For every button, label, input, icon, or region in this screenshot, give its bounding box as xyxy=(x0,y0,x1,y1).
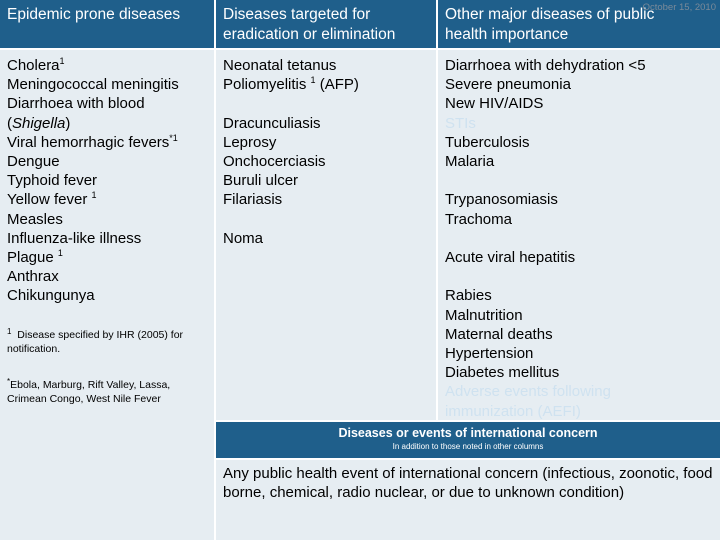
disease-leprosy: Leprosy xyxy=(223,133,277,151)
disease-cholera: Cholera$^1$ xyxy=(7,56,65,74)
disease-hypertension: Hypertension xyxy=(445,345,534,362)
international-concern-body xyxy=(216,460,720,540)
footnote-ihr: $^1$ Disease specified by IHR (2005) for notification. xyxy=(7,326,184,355)
header-col1-text: Epidemic prone diseases xyxy=(7,6,181,23)
disease-pneumonia: Severe pneumonia xyxy=(445,76,571,94)
disease-diarrhoea-blood: Diarrhoea with blood xyxy=(7,95,145,113)
disease-meningitis: Meningococcal meningitis xyxy=(7,76,179,94)
date-stamp: October 15, 2010 xyxy=(642,2,716,13)
header-epidemic-prone xyxy=(0,0,214,48)
header-eradication xyxy=(216,0,436,48)
header-col3-line2: health importance xyxy=(445,26,569,43)
disease-hiv: New HIV/AIDS xyxy=(445,95,544,113)
disease-stis: STIs xyxy=(445,114,476,132)
disease-polio: Poliomyelitis $^1$ (AFP) xyxy=(223,75,359,94)
disease-dengue: Dengue xyxy=(7,153,60,171)
disease-influenza: Influenza-like illness xyxy=(7,229,142,247)
disease-vhf: Viral hemorrhagic fevers$^{*1}$ xyxy=(7,132,178,151)
disease-measles: Measles xyxy=(7,210,63,228)
disease-aefi-line1: Adverse events following xyxy=(445,383,611,401)
disease-rabies: Rabies xyxy=(445,287,492,305)
international-body-text: Any public health event of international concern (infectious, zoonotic, food borne, chemical, radio nuclear, or due to unknown condition) xyxy=(223,465,713,502)
disease-plague: Plague $^1$ xyxy=(7,248,63,267)
column-eradication xyxy=(216,50,436,420)
disease-hepatitis: Acute viral hepatitis xyxy=(445,249,576,266)
disease-typhoid: Typhoid fever xyxy=(7,172,98,190)
column-epidemic-prone xyxy=(0,50,214,540)
disease-neonatal-tetanus: Neonatal tetanus xyxy=(223,57,337,74)
header-col2-line2: eradication or elimination xyxy=(223,26,396,43)
disease-noma: Noma xyxy=(223,229,264,247)
disease-chikungunya: Chikungunya xyxy=(7,287,95,305)
disease-aefi-line2: immunization (AEFI) xyxy=(445,402,581,420)
disease-filariasis: Filariasis xyxy=(223,191,283,209)
footnote-vhf: *Ebola, Marburg, Rift Valley, Lassa, Crimean Congo, West Nile Fever xyxy=(7,376,171,405)
header-col3-line1: Other major diseases of public xyxy=(445,6,655,23)
disease-onchocerciasis: Onchocerciasis xyxy=(223,153,326,170)
disease-buruli: Buruli ulcer xyxy=(223,172,299,190)
disease-malaria: Malaria xyxy=(445,153,495,171)
international-subtitle: In addition to those noted in other columns xyxy=(392,442,544,451)
disease-shigella: (Shigella) xyxy=(7,114,71,132)
header-col2-line1: Diseases targeted for xyxy=(223,6,371,23)
disease-anthrax: Anthrax xyxy=(7,268,59,286)
disease-dracunculiasis: Dracunculiasis xyxy=(223,114,321,132)
international-concern-header xyxy=(216,422,720,458)
international-title: Diseases or events of international concern xyxy=(338,426,598,440)
column-other-major xyxy=(438,50,720,420)
disease-diabetes: Diabetes mellitus xyxy=(445,364,560,382)
disease-trachoma: Trachoma xyxy=(445,210,512,228)
disease-maternal-deaths: Maternal deaths xyxy=(445,325,553,343)
disease-tb: Tuberculosis xyxy=(445,133,530,151)
disease-malnutrition: Malnutrition xyxy=(445,306,523,324)
disease-diarrhoea-dehydration: Diarrhoea with dehydration <5 xyxy=(445,57,646,74)
disease-yellow-fever: Yellow fever $^1$ xyxy=(7,190,97,209)
disease-trypanosomiasis: Trypanosomiasis xyxy=(445,191,558,209)
